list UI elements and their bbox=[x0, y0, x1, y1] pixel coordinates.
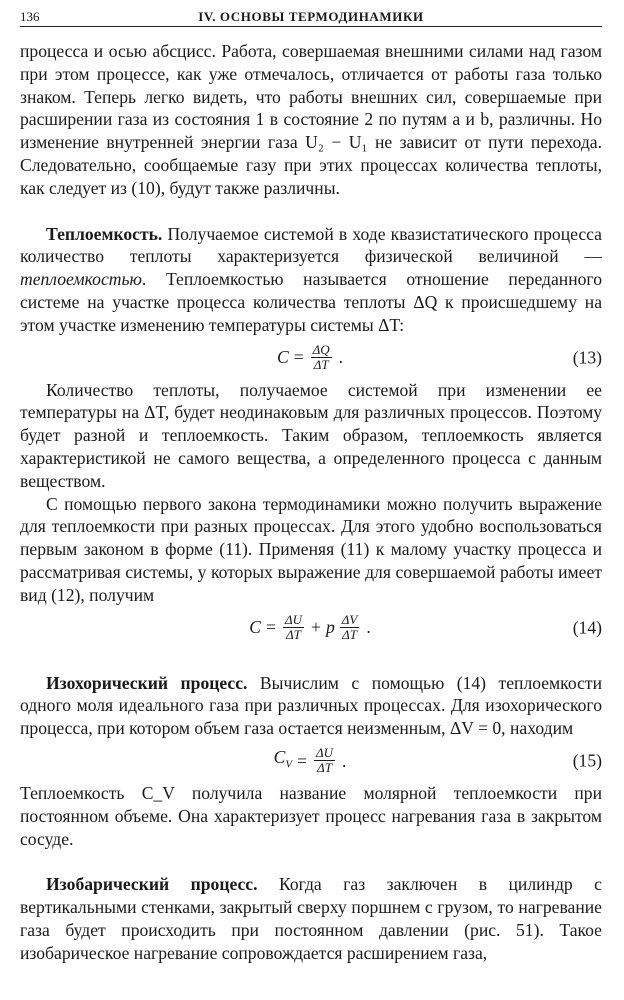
page-body bbox=[20, 40, 602, 965]
paragraph-process-dependence: Количество теплоты, получаемое системой при изменении ее температуры на ΔT, будет неодинаковым для различных процессов. Поэтому будет разной и теплоемкость. Таким образом, теплоемкость является характеристикой не самого вещества, а определенного процесса с данным веществом. bbox=[20, 379, 602, 491]
paragraph-isobaric bbox=[20, 873, 602, 964]
equation-13 bbox=[20, 337, 602, 379]
isochoric-text: Вычислим с помощью (14) теплоемкости одного моля идеального газа при различных процессах. Для изохорического процесса, при котором объем газа остается неизменным, ΔV = 0, находим bbox=[20, 672, 602, 739]
eq14-lhs: C bbox=[249, 617, 262, 638]
heat-capacity-text-b: . Теплоемкостью называется отношение переданного системе на участке процесса количества теплоты ΔQ к происшедшему на этом участке изменению температуры системы ΔT: bbox=[20, 269, 602, 335]
eq13-lhs: C bbox=[276, 347, 289, 368]
eq13-numerator: ΔQ bbox=[312, 342, 330, 358]
paragraph-molar-heat-capacity: Теплоемкость C_V получила название молярной теплоемкости при постоянном объеме. Она характеризует процесс нагревания газа в закрытом сосуде. bbox=[20, 782, 602, 849]
eq15-number: (15) bbox=[572, 750, 602, 771]
heading-isochoric: Изохорический процесс. bbox=[46, 672, 248, 693]
eq15-numerator: ΔU bbox=[315, 745, 334, 761]
heading-isobaric: Изобарический процесс. bbox=[46, 874, 258, 895]
eq14-pressure: p bbox=[325, 617, 335, 638]
paragraph-first-law: С помощью первого закона термодинамики можно получить выражение для теплоемкости при разных процессах. Для этого удобно воспользоваться первым законом в форме (11). Применяя (11) к малому участку процесса и рассматривая системы, у которых выражение для совершаемой работы имеет вид (12), получим bbox=[20, 493, 602, 605]
eq13-denominator: ΔT bbox=[313, 357, 329, 373]
eq14-period: . bbox=[366, 617, 371, 638]
running-head bbox=[20, 4, 602, 27]
eq15-period: . bbox=[342, 750, 347, 771]
eq13-equals: = bbox=[293, 347, 304, 368]
eq14-numerator-1: ΔU bbox=[284, 612, 302, 628]
eq14-equals: = bbox=[266, 617, 276, 638]
eq13-fraction bbox=[311, 343, 332, 372]
term-heat-capacity: теплоемкостью bbox=[20, 269, 142, 290]
eq14-number: (14) bbox=[572, 617, 602, 638]
paragraph-heat-capacity bbox=[20, 223, 602, 337]
heading-heat-capacity: Теплоемкость. bbox=[46, 223, 163, 244]
eq14-fraction-1 bbox=[283, 613, 304, 642]
eq13-period: . bbox=[338, 347, 344, 368]
eq15-lhs-symbol: C bbox=[273, 746, 286, 767]
page-number: 136 bbox=[20, 9, 40, 24]
eq15-fraction bbox=[314, 746, 335, 775]
eq15-subscript: V bbox=[285, 758, 293, 771]
eq14-denominator-1: ΔT bbox=[286, 627, 301, 643]
eq15-equals: = bbox=[297, 750, 307, 771]
eq14-numerator-2: ΔV bbox=[341, 612, 358, 628]
paragraph-work-intro: процесса и осью абсцисс. Работа, совершаемая внешними силами над газом при этом процессе, как уже отмечалось, отличается от работы газа только знаком. Теперь легко видеть, что работы внешних сил, совершаемые при расширении газа из состояния 1 в состояние 2 по путям a и b, различны. Но изменение внутренней энергии газа U₂ − U₁ не зависит от пути перехода. Следовательно, сообщаемые газу при этих процессах количества теплоты, как следует из (10), будут также различны. bbox=[20, 41, 602, 198]
isobaric-text: Когда газ заключен в цилиндр с вертикальными стенками, закрытый сверху поршнем с грузом, то нагревание газа будет происходить при постоянном давлении (рис. 51). Такое изобарическое нагревание сопровождается расширением газа, bbox=[20, 874, 602, 963]
paragraph-isochoric bbox=[20, 672, 602, 740]
eq15-denominator: ΔT bbox=[317, 760, 332, 776]
eq13-number: (13) bbox=[572, 347, 602, 368]
heat-capacity-text-a: Получаемое системой в ходе квазистатического процесса количество теплоты характеризуется физической величиной — bbox=[20, 223, 602, 267]
eq14-fraction-2 bbox=[340, 613, 360, 642]
eq14-plus: + bbox=[311, 617, 321, 638]
equation-15 bbox=[20, 740, 602, 782]
eq15-lhs bbox=[274, 746, 292, 776]
eq14-denominator-2: ΔT bbox=[342, 627, 357, 643]
chapter-title: IV. ОСНОВЫ ТЕРМОДИНАМИКИ bbox=[198, 9, 424, 24]
equation-14 bbox=[20, 607, 602, 649]
